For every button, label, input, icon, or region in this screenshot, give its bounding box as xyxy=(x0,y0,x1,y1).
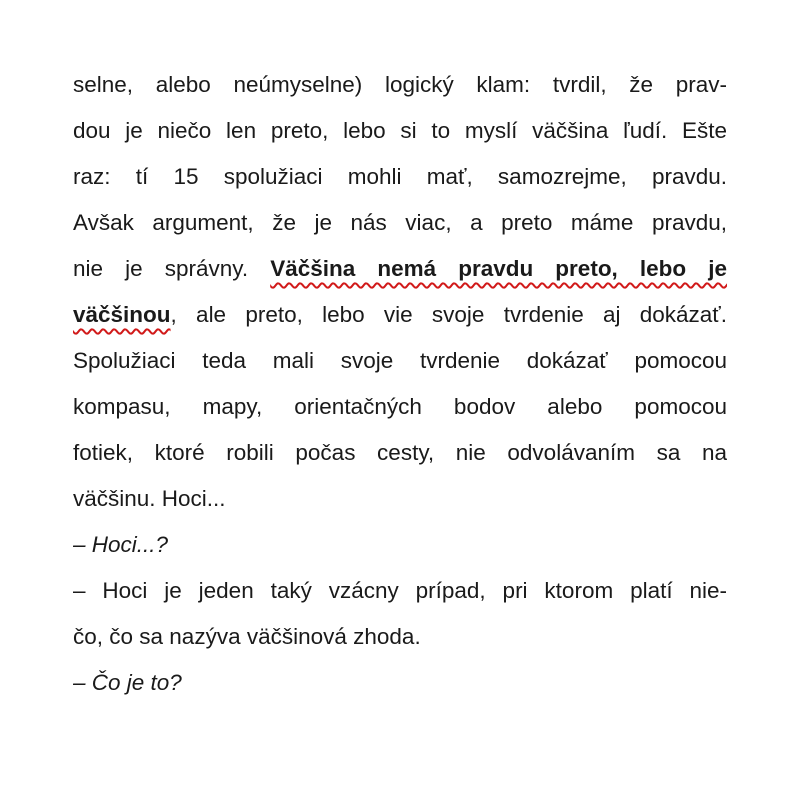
paragraph-line-4: Avšak argument, že je nás viac, a preto máme pravdu, xyxy=(73,210,727,235)
dialogue-question-1: – Hoci...? xyxy=(73,532,169,557)
text-block xyxy=(73,62,727,706)
paragraph-line-3: raz: tí 15 spolužiaci mohli mať, samozrejme, pravdu. xyxy=(73,164,727,189)
paragraph-line-7: Spolužiaci teda mali svoje tvrdenie dokázať pomocou xyxy=(73,348,727,373)
paragraph-line-8: kompasu, mapy, orientačných bodov alebo pomocou xyxy=(73,394,727,419)
paragraph-line-5 xyxy=(73,246,727,292)
line-6-text: , ale preto, lebo vie svoje tvrdenie aj dokázať. xyxy=(170,302,727,327)
dialogue-answer-line-2: čo, čo sa nazýva väčšinová zhoda. xyxy=(73,624,421,649)
paragraph-line-10: väčšinu. Hoci... xyxy=(73,486,226,511)
paragraph-line-6 xyxy=(73,292,727,338)
paragraph-line-1: selne, alebo neúmyselne) logický klam: tvrdil, že prav- xyxy=(73,72,727,97)
dialogue-question-2: – Čo je to? xyxy=(73,670,182,695)
paragraph-line-2: dou je niečo len preto, lebo si to myslí väčšina ľudí. Ešte xyxy=(73,118,727,143)
line-5-text: nie je správny. xyxy=(73,256,271,281)
paragraph-line-9: fotiek, ktoré robili počas cesty, nie odvolávaním sa na xyxy=(73,440,727,465)
dialogue-answer-line-1: – Hoci je jeden taký vzácny prípad, pri ktorom platí nie- xyxy=(73,578,727,603)
emphasized-statement-part-1: Väčšina nemá pravdu preto, lebo je xyxy=(270,256,727,281)
emphasized-statement-part-2: väčšinou xyxy=(73,302,171,327)
